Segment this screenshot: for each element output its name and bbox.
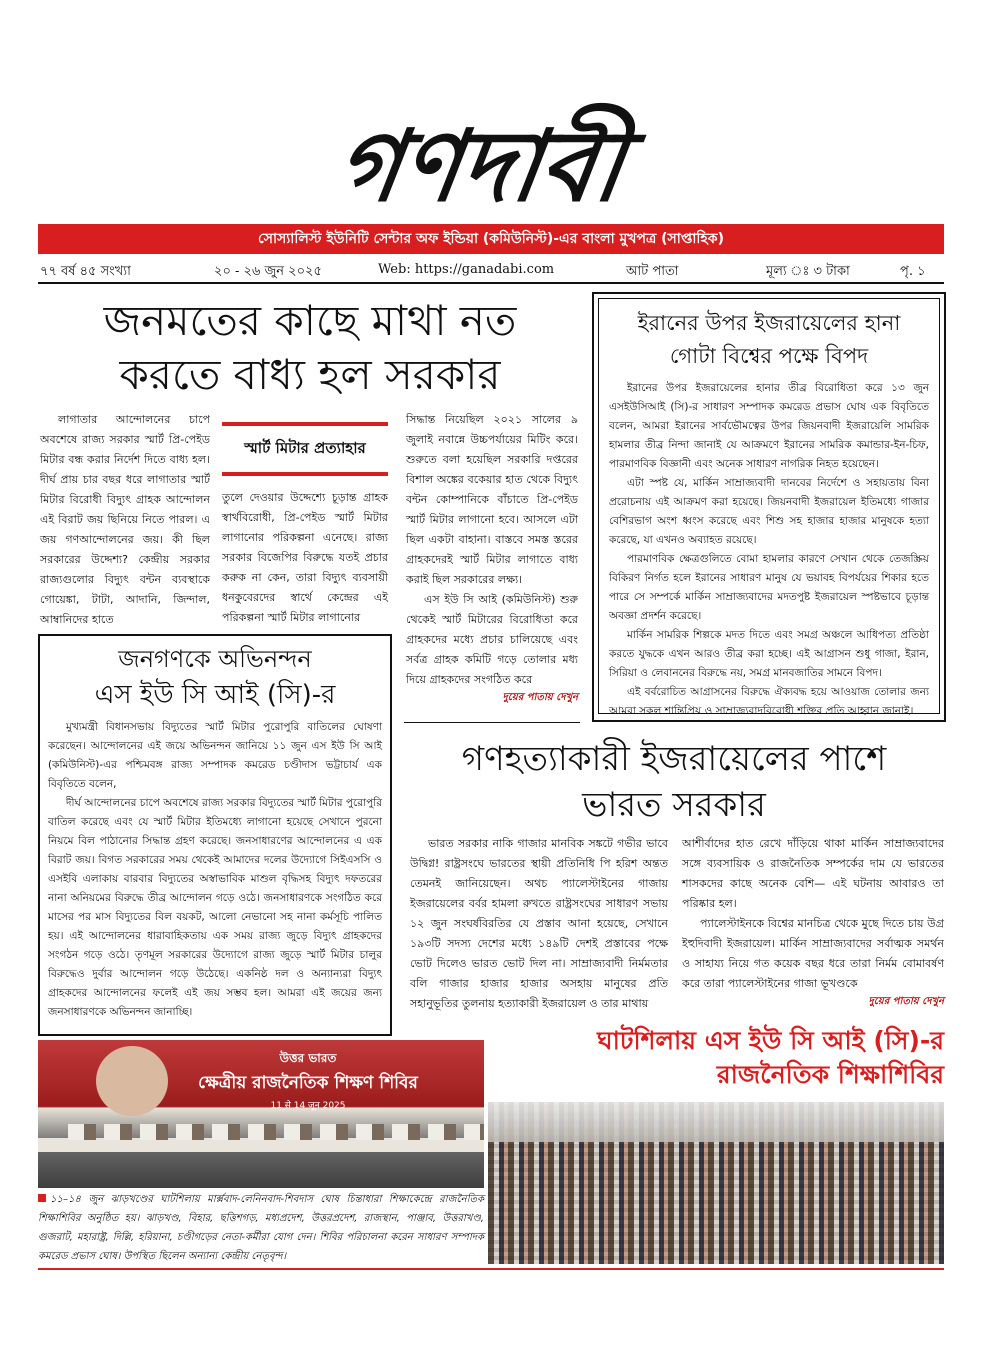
lead-col1-text: লাগাতার আন্দোলনের চাপে অবশেষে রাজ্য সরকার স্মার্ট প্রি-পেইড মিটার বন্ধ করার নির্দেশ দিতে বাধ্য হল। দীর্ঘ প্রায় চার বছর ধরে লাগাতার স্মার্ট মিটার বিরোধী বিদ্যুৎ গ্রাহক আন্দোলন এই বিরাট জয় ছিনিয়ে নিতে পারল। এ জয় গণআন্দোলনের জয়। কী ছিল সরকারের উদ্দেশ্য? কেন্দ্রীয় সরকার রাজ্যগুলোর বিদ্যুৎ বন্টন ব্যবস্থাকে গোয়েঙ্কা, টাটা, আদানি, জিন্দাল, আম্বানিদের হাতে [40,413,210,626]
israel-col1-text: ভারত সরকার নাকি গাজার মানবিক সঙ্কটে গভীর ভাবে উদ্বিগ্ন! রাষ্ট্রসংঘে ভারতের স্থায়ী প্রতিনিধি পি হরিশ অন্তত তেমনই জানিয়েছেন। অথচ প্যালেস্টাইনের গাজায় ইজরায়েলের বর্বর হামলা রুখতে রাষ্ট্রসংঘের সাধারণ সভায় ১২ জুন সংঘর্ষবিরতির যে প্রস্তাব আনা হয়েছে, সেখানে ১৯৩টি সদস্য দেশের মধ্যে ১৪৯টি দেশই প্রস্তাবের পক্ষে ভোট দিলেও ভারত ভোট দিল না। সাম্রাজ্যবাদী নির্মমতার বলি গাজার হাজার হাজার অসহায় মানুষের প্রতি সহানুভূতির তুলনায় হত্যাকারী ইজরায়েল ও তার মাথায় [410,837,668,1010]
israel-column-1 [410,834,668,1014]
iran-para1: ইরানের উপর ইজরায়েলের হানার তীব্র বিরোধিতা করে ১৩ জুন এসইউসিআই (সি)-র সাধারণ সম্পাদক কমরেড প্রভাস ঘোষ এক বিবৃতিতে বলেন, আমরা ইরানের সার্বভৌমত্বের উপর জিয়নবাদী ইজরায়েলি সামরিক হামলার তীব্র নিন্দা জানাই যে আক্রমণে ইরানের সামরিক কমান্ডার-ইন-চিফ, পারমাণবিক বিজ্ঞানী এবং অনেক সাধারণ নাগরিক নিহত হয়েছেন। [609,382,929,470]
issue-number: ৭৭ বর্ষ ৪৫ সংখ্যা [40,264,131,279]
iran-box [592,292,946,722]
banner-line1: উত্তর ভারত [279,1051,337,1065]
iran-headline-line2: গোটা বিশ্বের পক্ষে বিপদ [669,344,869,368]
lead-col2-text: তুলে দেওয়ার উদ্দেশ্যে চূড়ান্ত গ্রাহক স্বার্থবিরোধী, প্রি-পেইড স্মার্ট মিটার লাগানোর পরিকল্পনা এনেছে। রাজ্য সরকার বিজেপির বিরুদ্ধে যতই প্রচার করুক না কেন, তারা বিদ্যুৎ ব্যবসায়ী ধনকুবেরদের স্বার্থে কেন্দ্রের এই পরিকল্পনা স্মার্ট মিটার লাগানোর [222,491,388,624]
price: মূল্য ঃ ৩ টাকা [766,264,850,279]
lead-subhead: স্মার্ট মিটার প্রত্যাহার [222,422,388,476]
caption-bullet [38,1194,46,1202]
stage-people [68,1124,484,1140]
photo-caption [38,1190,484,1266]
iran-para4: মার্কিন সামরিক শিল্পকে মদত দিতে এবং সমগ্র অঞ্চলে আধিপত্য প্রতিষ্ঠা করতে যুদ্ধকে এখন আরও তীব্র করা হচ্ছে। এই আগ্রাসন শুধু গাজা, ইরান, সিরিয়া ও লেবাননের বিরুদ্ধে নয়, সমগ্র মানবজাতির সামনে বিপদ। [609,629,929,679]
stage-banner [188,1050,428,1111]
lead-continued-link[interactable]: দুয়ের পাতায় দেখুন [502,692,578,703]
congrats-para1: মুখ্যমন্ত্রী বিধানসভায় বিদ্যুতের স্মার্ট মিটার পুরোপুরি বাতিলের ঘোষণা করেছেন। আন্দোলনের এই জয়ে অভিনন্দন জানিয়ে ১১ জুন এস ইউ সি আই (কমিউনিস্ট)-এর পশ্চিমবঙ্গ রাজ্য সম্পাদক কমরেড চণ্ডীদাস ভট্টাচার্য এক বিবৃতিতে বলেন, [48,721,382,790]
israel-continued-link[interactable]: দুয়ের পাতায় দেখুন [868,996,944,1007]
lead-col3-para1: সিদ্ধান্ত নিয়েছিল ২০২১ সালের ৯ জুলাই নবান্নে উচ্চপর্যায়ের মিটিং করে। শুরুতে বলা হয়েছিল সরকারি দপ্তরের বিশাল অঙ্কের বকেয়ার হাত থেকে বিদ্যুৎ বন্টন কোম্পানিকে বাঁচাতে প্রি-পেইড স্মার্ট মিটার লাগানো হবে। আসলে এটা ছিল একটা বাহানা। বাস্তবে সমস্ত স্তরের গ্রাহকদেরই স্মার্ট মিটার লাগাতে বাধ্য করাই ছিল সরকারের লক্ষ্য। [406,413,578,586]
iran-para2: এটা স্পষ্ট যে, মার্কিন সাম্রাজ্যবাদী দানবের নির্দেশে ও সহায়তায় বিনা প্ররোচনায় এই আক্রমণ করা হয়েছে। জিয়নবাদী ইজরায়েল ইতিমধ্যে গাজার বেশিরভাগ অংশ ধ্বংস করেছে এবং শিশু সহ হাজার হাজার মানুষকে হত্যা করেছে, যা এখনও অব্যাহত রয়েছে। [609,477,929,546]
lead-column-1 [40,410,210,630]
issue-date: ২০ - ২৬ জুন ২০২৫ [214,264,322,279]
camp-headline-line2: রাজনৈতিক শিক্ষাশিবির [716,1060,944,1089]
lead-column-3 [406,410,578,707]
lead-col3-para2: এস ইউ সি আই (কমিউনিস্ট) শুরু থেকেই স্মার্ট মিটারের বিরোধিতা করে গ্রাহকদের মধ্যে প্রচার চালিয়েছে এবং সর্বত্র গ্রাহক কমিটি গড়ে তোলার মধ্য দিয়ে গ্রাহকদের সংগঠিত করে [406,593,578,686]
lead-bottom-rule [404,722,580,723]
banner-date: 11 से 14 जून 2025 [270,1101,346,1111]
subtitle-bar: সোস্যালিস্ট ইউনিটি সেন্টার অফ ইন্ডিয়া (কমিউনিস্ট)-এর বাংলা মুখপত্র (সাপ্তাহিক) [38,224,944,254]
camp-headline [470,1024,944,1092]
lead-column-2 [222,488,388,628]
congrats-box [38,634,392,1036]
logo-text: গণদাবী [329,110,631,222]
banner-line2: ক্ষেত্রীয় রাজনৈতিক শিক্ষণ শিবির [198,1073,418,1093]
israel-headline-line1: গণহত্যাকারী ইজরায়েলের পাশে [461,739,887,779]
israel-col2-para2: প্যালেস্টাইনকে বিশ্বের মানচিত্র থেকে মুছে দিতে চায় উগ্র ইহুদিবাদী ইজরায়েল। মার্কিন সাম্রাজ্যবাদের সর্বাত্মক সমর্থন ও সাহায্য নিয়ে গত কয়েক বছর ধরে তারা নির্মম বোমাবর্ষণ করে তারা প্যালেস্টাইনের গাজা ভূখণ্ডকে [682,917,944,990]
hall-ceiling [488,1102,944,1142]
israel-col2-para1: আশীর্বাদের হাত রেখে দাঁড়িয়ে থাকা মার্কিন সাম্রাজ্যবাদের সঙ্গে ব্যবসায়িক ও রাজনৈতিক সম্পর্কের দাম যে ভারতের শাসকদের কাছে অনেক বেশি— এই ঘটনায় আবারও তা পরিষ্কার হল। [682,837,944,910]
lead-headline-line2: করতে বাধ্য হল সরকার [119,350,501,399]
congrats-headline-line1: জনগণকে অভিনন্দন [118,645,312,673]
stage-photo [38,1040,484,1188]
stage-table [38,1138,484,1152]
masthead-logo [268,96,712,222]
page-count: আট পাতা [626,264,679,279]
iran-para5: এই বর্বরোচিত আগ্রাসনের বিরুদ্ধে ঐক্যবদ্ধ হয়ে আওয়াজ তোলার জন্য আমরা সকল শান্তিপ্রিয় ও সাম্রাজ্যবাদবিরোধী শক্তির প্রতি আহ্বান জানাই। [609,686,929,717]
congrats-para2: দীর্ঘ আন্দোলনের চাপে অবশেষে রাজ্য সরকার বিদ্যুতের স্মার্ট মিটার পুরোপুরি বাতিল করেছে এবং যে স্মার্ট মিটার ইতিমধ্যে লাগানো হয়েছে সেখানে পুরনো নিয়মে বিল পাঠানোর সিদ্ধান্ত গ্রহণ করেছে। জনসাধারণের আন্দোলনের এ এক বিরাট জয়। বিগত সরকারের সময় থেকেই আমাদের দলের উদ্যোগে সিইএসসি ও এসইবি এলাকায় বারবার বিদ্যুতের অস্বাভাবিক মাশুল বৃদ্ধিসহ বিদ্যুৎ দফতরের নানা অনিয়মের বিরুদ্ধে তীব্র আন্দোলন গড়ে ওঠে। জনসাধারণকে সংগঠিত করে মাসের পর মাস বিদ্যুতের বিল বয়কট, আলো নেভানো সহ নানা কর্মসূচি পালিত হয়। এই আন্দোলনের ধারাবাহিকতায় এক সময় রাজ্য জুড়ে বিদ্যুৎ গ্রাহকদের সংগঠন গড়ে ওঠে। তৃণমূল সরকারের উদ্যোগে রাজ্য জুড়ে স্মার্ট মিটার চালুর বিরুদ্ধেও দুর্বার আন্দোলন গড়ে উঠেছে। একনিষ্ঠ দল ও অন্যান্যরা বিদ্যুৎ গ্রাহকদের আন্দোলনের ফলেই এই জয় সম্ভব হল। আমরা এই জয়ের জন্য জনসাধারণকে অভিনন্দন জানাচ্ছি। [48,797,382,1018]
congrats-headline-line2: এস ইউ সি আই (সি)-র [94,680,336,710]
caption-text: ১১–১৪ জুন ঝাড়খণ্ডের ঘাটশিলায় মার্ক্সবাদ-লেনিনবাদ-শিবদাস ঘোষ চিন্তাধারা শিক্ষাকেন্দ্রে রাজনৈতিক শিক্ষাশিবির অনুষ্ঠিত হয়। ঝাড়খণ্ড, বিহার, ছত্তিশগড়, মধ্যপ্রদেশ, উত্তরপ্রদেশ, রাজস্থান, পাঞ্জাব, উত্তরাখণ্ড, গুজরাট, মহারাষ্ট্র, দিল্লি, হরিয়ানা, চণ্ডীগড়ের নেতা-কর্মীরা যোগ দেন। শিবির পরিচালনা করেন সাধারণ সম্পাদক কমরেড প্রভাস ঘোষ। উপস্থিত ছিলেন অন্যান্য কেন্দ্রীয় নেতৃবৃন্দ। [38,1194,484,1262]
footer-rule [38,1268,944,1270]
website-link[interactable]: Web: https://ganadabi.com [378,262,555,277]
info-bar [38,258,944,284]
israel-headline [404,736,944,828]
portrait-figure [96,1046,168,1116]
israel-column-2 [682,834,944,1011]
iran-headline-line1: ইরানের উপর ইজরায়েলের হানা [637,311,901,335]
audience-photo [488,1102,944,1264]
camp-headline-line1: ঘাটশিলায় এস ইউ সি আই (সি)-র [597,1026,944,1055]
iran-para3: পারমাণবিক ক্ষেত্রগুলিতে বোমা হামলার কারণে সেখান থেকে তেজস্ক্রিয় বিকিরণ নির্গত হলে ইরানের সাধারণ মানুষ যে ভয়াবহ বিপর্যয়ের শিকার হতে পারে সে সম্পর্কে মার্কিন সাম্রাজ্যবাদের মদতপুষ্ট ইজরায়েল স্পষ্টভাবে চূড়ান্ত অবজ্ঞা প্রদর্শন করেছে। [609,553,929,622]
israel-headline-line2: ভারত সরকার [582,785,766,825]
lead-headline-line1: জনমতের কাছে মাথা নত [103,296,517,345]
lead-headline [40,294,580,402]
page-number: পৃ. ১ [900,264,926,279]
